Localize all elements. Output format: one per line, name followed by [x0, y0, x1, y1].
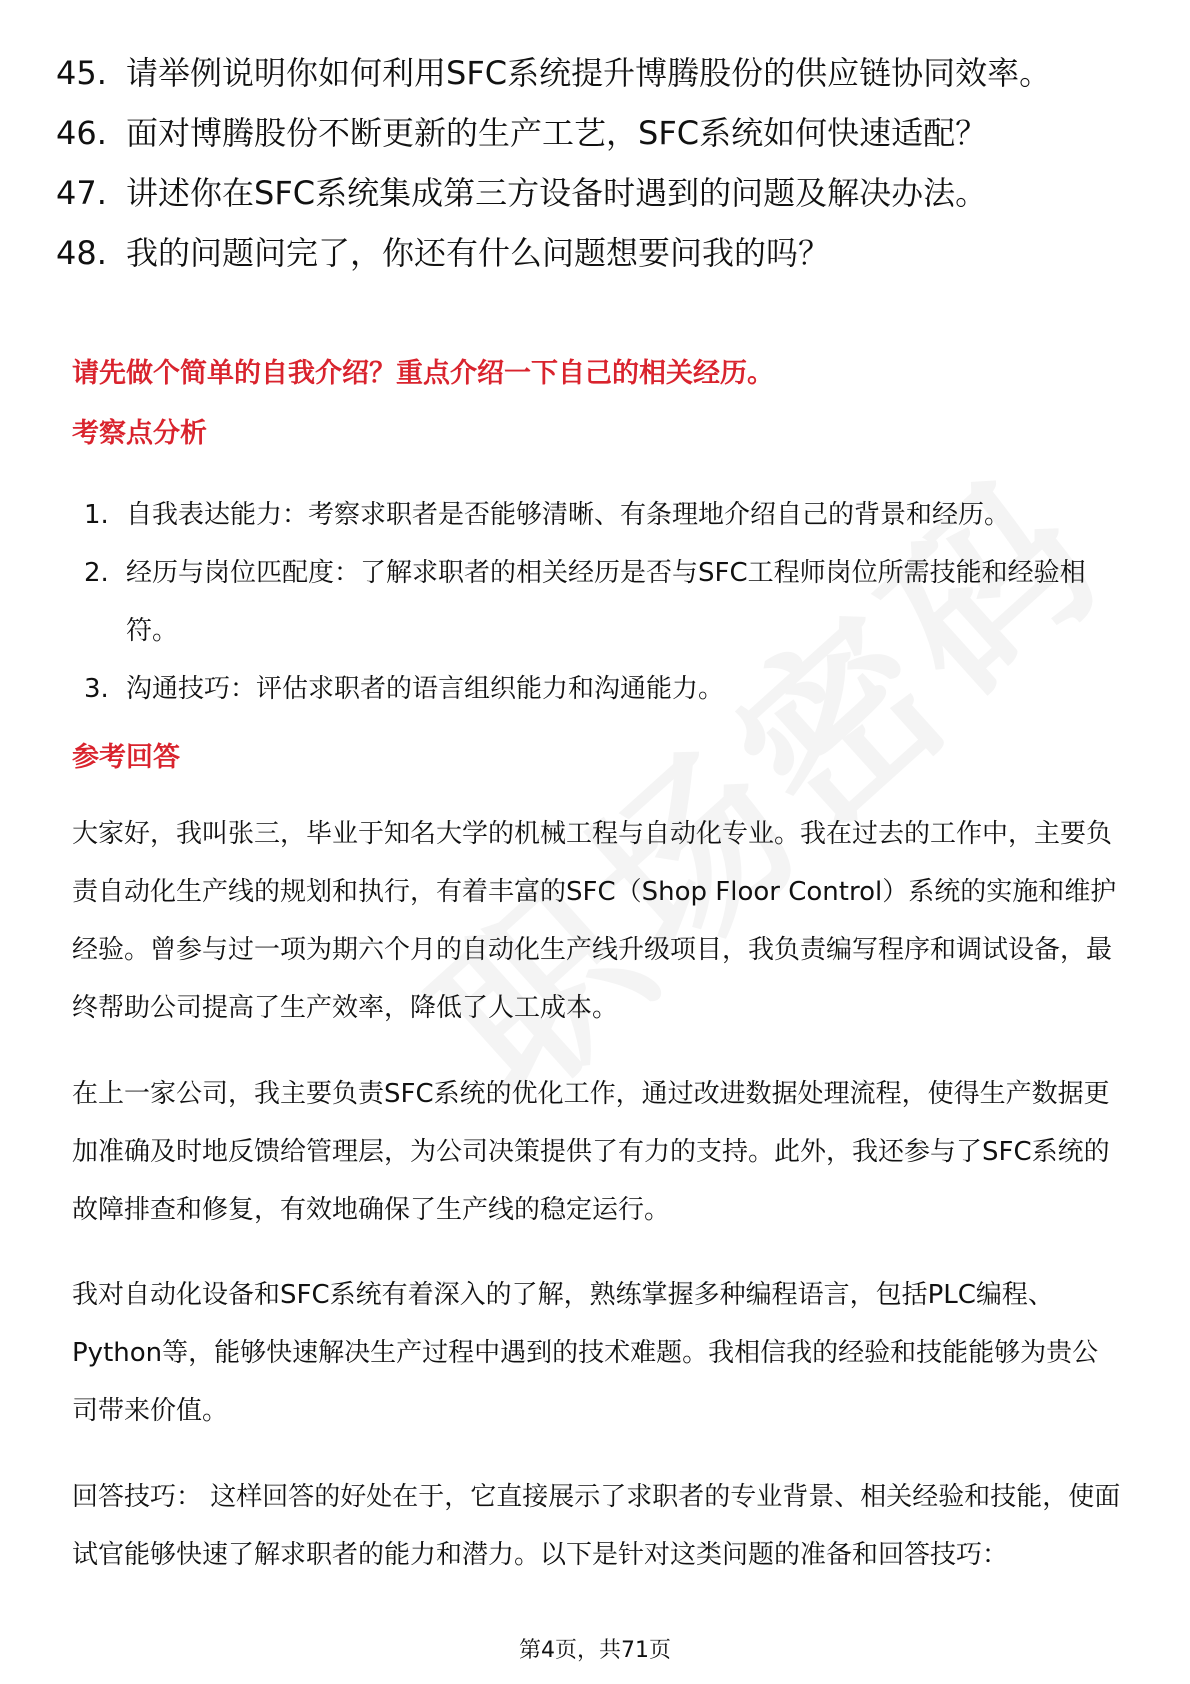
analysis-item: [84, 486, 1124, 544]
question-item: [56, 52, 1116, 94]
answer-paragraph: 大家好，我叫张三，毕业于知名大学的机械工程与自动化专业。我在过去的工作中，主要负责自动化生产线的规划和执行，有着丰富的SFC（Shop Floor Control）系统的实施和维护经验。曾参与过一项为期六个月的自动化生产线升级项目，我负责编写程序和调试设备，最终帮助公司提高了生产效率，降低了人工成本。: [72, 819, 1117, 1023]
page-footer: 第4页，共71页: [519, 1638, 671, 1663]
analysis-text: 经历与岗位匹配度：了解求职者的相关经历是否与SFC工程师岗位所需技能和经验相符。: [126, 558, 1086, 646]
question-list: [56, 52, 1116, 292]
question-text: 面对博腾股份不断更新的生产工艺，SFC系统如何快速适配？: [126, 114, 988, 152]
question-number: 48.: [56, 234, 107, 272]
analysis-number: 2.: [84, 558, 109, 588]
answer-paragraph: 我对自动化设备和SFC系统有着深入的了解，熟练掌握多种编程语言，包括PLC编程、Python等，能够快速解决生产过程中遇到的技术难题。我相信我的经验和技能能够为贵公司带来价值。: [72, 1280, 1099, 1426]
answer-tips-paragraph: 回答技巧： 这样回答的好处在于，它直接展示了求职者的专业背景、相关经验和技能，使面试官能够快速了解求职者的能力和潜力。以下是针对这类问题的准备和回答技巧：: [72, 1482, 1121, 1570]
analysis-item: [84, 660, 1124, 718]
question-number: 45.: [56, 54, 107, 92]
analysis-text: 沟通技巧：评估求职者的语言组织能力和沟通能力。: [126, 674, 725, 704]
question-number: 47.: [56, 174, 107, 212]
question-number: 46.: [56, 114, 107, 152]
question-item: [56, 232, 1116, 274]
question-item: [56, 172, 1116, 214]
question-title: 请先做个简单的自我介绍？重点介绍一下自己的相关经历。: [72, 358, 774, 389]
question-text: 我的问题问完了，你还有什么问题想要问我的吗？: [126, 234, 831, 272]
question-text: 讲述你在SFC系统集成第三方设备时遇到的问题及解决办法。: [126, 174, 988, 212]
analysis-text: 自我表达能力：考察求职者是否能够清晰、有条理地介绍自己的背景和经历。: [126, 500, 1011, 530]
question-item: [56, 112, 1116, 154]
analysis-item: [84, 544, 1124, 660]
answer-paragraph: 在上一家公司，我主要负责SFC系统的优化工作，通过改进数据处理流程，使得生产数据更加准确及时地反馈给管理层，为公司决策提供了有力的支持。此外，我还参与了SFC系统的故障排查和修复，有效地确保了生产线的稳定运行。: [72, 1079, 1110, 1225]
analysis-number: 1.: [84, 500, 109, 530]
question-text: 请举例说明你如何利用SFC系统提升博腾股份的供应链协同效率。: [126, 54, 1052, 92]
analysis-number: 3.: [84, 674, 109, 704]
analysis-list: [84, 486, 1124, 718]
reference-heading: 参考回答: [72, 742, 180, 773]
analysis-heading: 考察点分析: [72, 418, 207, 449]
